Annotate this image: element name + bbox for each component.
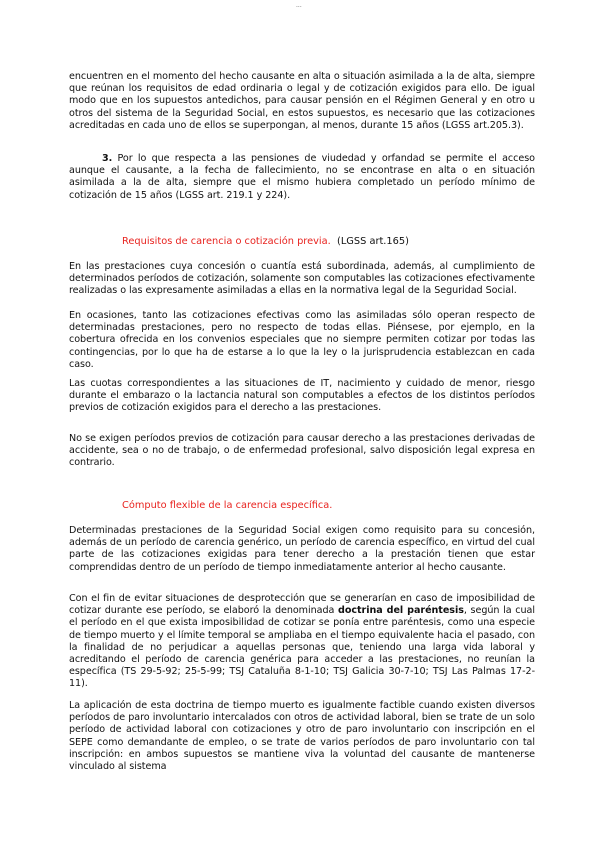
section-heading-carencia	[122, 236, 409, 248]
section-heading-computo: Cómputo flexible de la carencia específica.	[122, 500, 333, 511]
paragraph-widow-orphan-pensions	[69, 153, 535, 202]
section-heading-title: Requisitos de carencia o cotización previa.	[122, 236, 331, 247]
paragraph-assimilated-contributions: En ocasiones, tanto las cotizaciones efectivas como las asimiladas sólo operan respecto de determinadas prestaciones, pero no respecto de todas ellas. Piénsese, por ejemplo, en la cobertura ofrecida en los convenios especiales que no siempre permiten cotizar por todas las contingencias, por lo que ha de estarse a lo que la ley o la jurisprudencia establezcan en cada caso.	[69, 310, 535, 370]
section-heading-reference: (LGSS art.165)	[337, 236, 409, 247]
paragraph-parenthesis-doctrine: Con el fin de evitar situaciones de desprotección que se generarían en caso de imposibilidad de cotizar durante ese período, se elaboró la denominada doctrina del paréntesis, según la cual el período en el que exista imposibilidad de cotizar se ponía entre paréntesis, como una especie de tiempo muerto y el límite temporal se ampliaba en el tiempo equivalente hacia el pasado, con la finalidad de no perjudicar a aquellas personas que, teniendo una larga vida laboral y acreditando el período de carencia genérica para acceder a las prestaciones, no reunían la específica (TS 29-5-92; 25-5-99; TSJ Cataluña 8-1-10; TSJ Galicia 30-7-10; TSJ Las Palmas 17-2-11).	[69, 593, 535, 690]
paragraph-it-quotas: Las cuotas correspondientes a las situaciones de IT, nacimiento y cuidado de menor, riesgo durante el embarazo o la lactancia natural son computables a efectos de los distintos períodos previos de cotización exigidos para el derecho a las prestaciones.	[69, 378, 535, 414]
paragraph-specific-period: Determinadas prestaciones de la Seguridad Social exigen como requisito para su concesión, además de un período de carencia genérico, un período de carencia específico, en virtud del cual parte de las cotizaciones exigidas para tener derecho a la prestación tienen que estar comprendidas dentro de un período de tiempo inmediatamente anterior al hecho causante.	[69, 525, 535, 573]
paragraph-number: 3.	[102, 153, 113, 164]
doctrine-term: doctrina del paréntesis	[338, 605, 464, 617]
paragraph-no-prior-periods: No se exigen períodos previos de cotización para causar derecho a las prestaciones derivadas de accidente, sea o no de trabajo, o de enfermedad profesional, salvo disposición legal expresa en contrario.	[69, 433, 535, 469]
paragraph-pension-multiple-regimes: encuentren en el momento del hecho causante en alta o situación asimilada a la de alta, siempre que reúnan los requisitos de edad ordinaria o legal y de cotización exigidos para ello. De igual modo que en los supuestos antedichos, para causar pensión en el Régimen General y en otro u otros del sistema de la Seguridad Social, en estos supuestos, es necesario que las cotizaciones acreditadas en cada uno de ellos se superpongan, al menos, durante 15 años (LGSS art.205.3).	[69, 71, 535, 131]
page-header-mark: ...	[296, 2, 302, 9]
paragraph-text: Por lo que respecta a las pensiones de viudedad y orfandad se permite el acceso aunque el causante, a la fecha de fallecimiento, no se encontrase en alta o en situación asimilada a la de alta, siempre que el mismo hubiera completado un período mínimo de cotización de 15 años (LGSS art. 219.1 y 224).	[69, 153, 535, 201]
paragraph-computable-contributions: En las prestaciones cuya concesión o cuantía está subordinada, además, al cumplimiento de determinados períodos de cotización, solamente son computables las cotizaciones efectivamente realizadas o las expresamente asimiladas a ellas en la normativa legal de la Seguridad Social.	[69, 261, 535, 297]
paragraph-dead-time-application: La aplicación de esta doctrina de tiempo muerto es igualmente factible cuando existen diversos períodos de paro involuntario intercalados con otros de actividad laboral, bien se trate de un solo período de actividad laboral con cotizaciones y otro de paro involuntario con inscripción en el SEPE como demandante de empleo, o se trate de varios períodos de paro involuntario con tal inscripción: en ambos supuestos se mantiene viva la voluntad del causante de mantenerse vinculado al sistema	[69, 700, 535, 773]
